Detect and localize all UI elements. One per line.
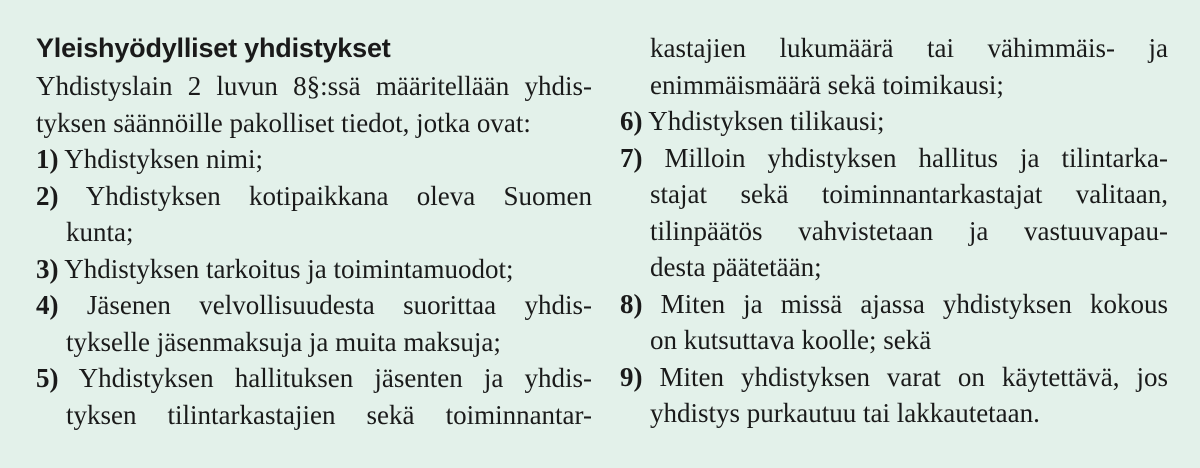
intro-line: tyksen säännöille pakolliset tiedot, jotka ovat: <box>36 107 531 138</box>
item-number: 4) <box>36 290 59 320</box>
list-item <box>620 359 1168 396</box>
intro-line: Yhdistyslain 2 luvun 8§:ssä määritellään yhdis- <box>36 71 592 101</box>
item-number: 1) <box>36 144 59 174</box>
item-number: 8) <box>620 288 643 319</box>
item-text: Milloin yhdistyksen hallitus ja tilintarka- <box>664 142 1168 173</box>
list-item <box>620 140 1168 177</box>
item-continuation: kunta; <box>66 217 134 247</box>
item-continuation: yhdistys purkautuu tai lakkautetaan. <box>650 398 1040 428</box>
item-continuation: tilinpäätös vahvistetaan ja vastuuvapau- <box>650 215 1168 246</box>
item-continuation: kastajien lukumäärä tai vähimmäis- ja <box>650 33 1168 63</box>
item-continuation: stajat sekä toiminnantarkastajat valitaan, <box>650 179 1168 209</box>
item-text: Miten yhdistyksen varat on käytettävä, jos <box>659 361 1169 392</box>
item-number: 7) <box>620 142 643 173</box>
item-text: Jäsenen velvollisuudesta suorittaa yhdis- <box>86 290 593 320</box>
item-text: Yhdistyksen nimi; <box>64 144 264 174</box>
item-number: 2) <box>36 180 59 211</box>
box-title: Yleishyödylliset yhdistykset <box>36 33 391 63</box>
list-item <box>36 178 592 215</box>
item-continuation: tykselle jäsenmaksuja ja muita maksuja; <box>66 326 501 357</box>
item-continuation: tyksen tilintarkastajien sekä toiminnantar- <box>66 399 592 430</box>
item-text: Yhdistyksen hallituksen jäsenten ja yhdis- <box>78 363 593 393</box>
list-item <box>36 287 592 324</box>
item-number: 3) <box>36 253 59 284</box>
list-item <box>36 251 592 288</box>
item-number: 5) <box>36 363 59 393</box>
item-number: 9) <box>620 361 643 392</box>
item-continuation: on kutsuttava koolle; sekä <box>650 325 932 355</box>
item-number: 6) <box>620 106 643 136</box>
list-item <box>620 286 1168 323</box>
item-continuation: enimmäismäärä sekä toimikausi; <box>650 69 1004 100</box>
item-text: Miten ja missä ajassa yhdistyksen kokous <box>660 288 1168 319</box>
item-continuation: desta päätetään; <box>650 252 822 282</box>
item-text: Yhdistyksen tilikausi; <box>648 106 885 136</box>
item-text: Yhdistyksen kotipaikkana oleva Suomen <box>85 180 592 211</box>
list-item <box>36 141 592 178</box>
left-column <box>36 30 592 433</box>
list-item <box>36 360 592 397</box>
right-column <box>620 30 1168 432</box>
item-text: Yhdistyksen tarkoitus ja toimintamuodot; <box>64 253 514 284</box>
list-item <box>620 103 1168 140</box>
